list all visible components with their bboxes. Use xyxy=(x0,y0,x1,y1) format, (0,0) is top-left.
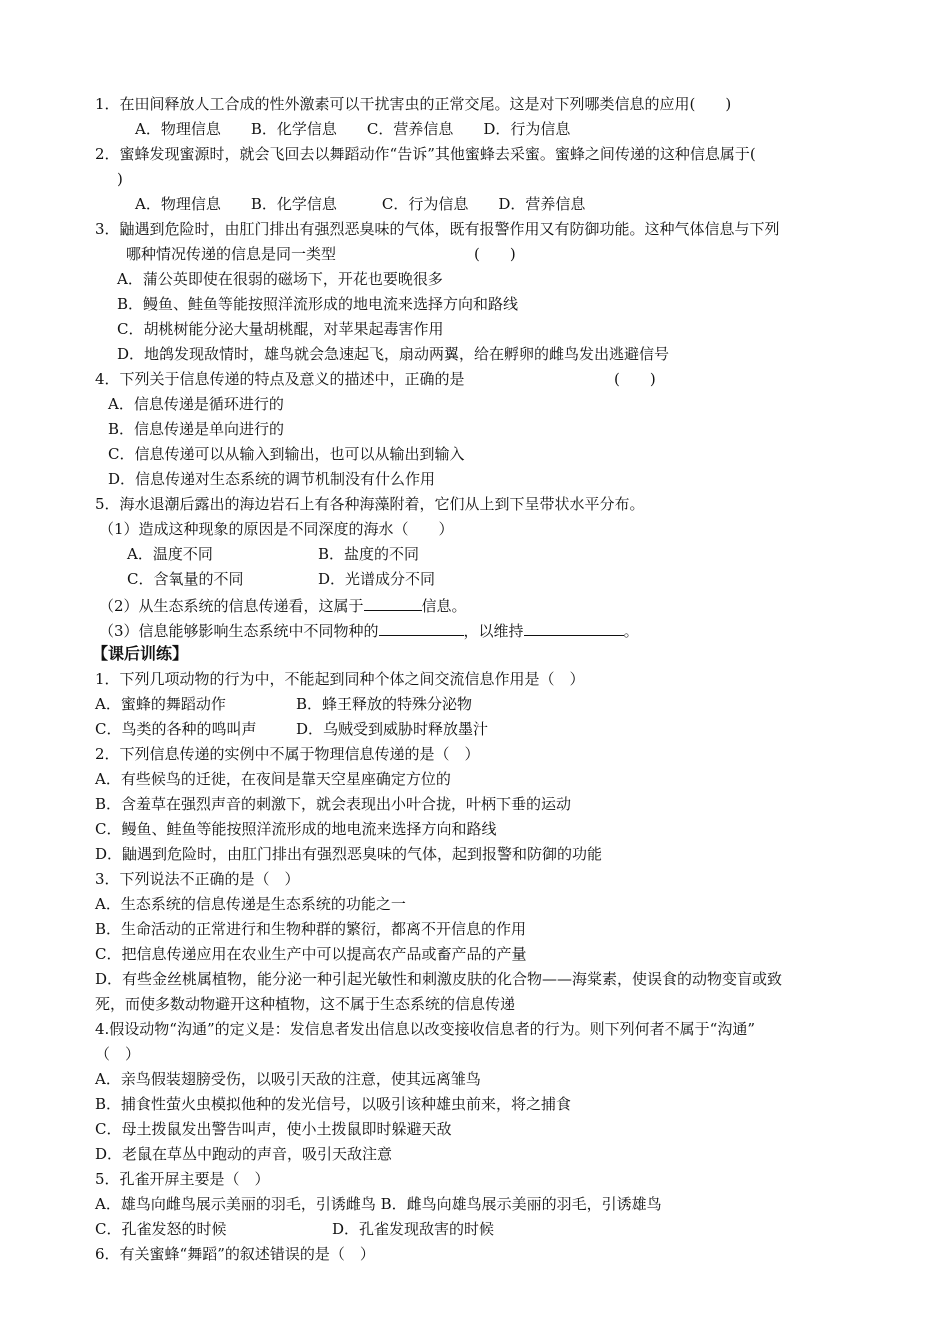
q5-stem: 5．海水退潮后露出的海边岩石上有各种海藻附着，它们从上到下呈带状水平分布。 xyxy=(95,495,645,513)
q5-sub3-mid: ，以维持 xyxy=(463,622,524,640)
q5-sub2-suffix: 信息。 xyxy=(421,597,467,615)
p2-q5-option-ab: A．雄鸟向雌鸟展示美丽的羽毛，引诱雌鸟 B．雌鸟向雄鸟展示美丽的羽毛，引诱雄鸟 xyxy=(95,1195,662,1213)
p2-q4-stem: 4.假设动物“沟通”的定义是：发信息者发出信息以改变接收信息者的行为。则下列何者不属于“沟通” xyxy=(95,1020,755,1038)
p2-q2-option-a: A．有些候鸟的迁徙，在夜间是靠天空星座确定方位的 xyxy=(95,770,451,788)
p2-q2-stem: 2．下列信息传递的实例中不属于物理信息传递的是（ ） xyxy=(95,745,480,763)
q3-option-b: B．鳗鱼、鲑鱼等能按照洋流形成的地电流来选择方向和路线 xyxy=(117,295,519,313)
q3-option-c: C．胡桃树能分泌大量胡桃醌，对苹果起毒害作用 xyxy=(117,320,444,338)
q3-stem: 3．鼬遇到危险时，由肛门排出有强烈恶臭味的气体，既有报警作用又有防御功能。这种气体信息与下列 xyxy=(95,220,780,238)
p2-q2-option-b: B．含羞草在强烈声音的刺激下，就会表现出小叶合拢，叶柄下垂的运动 xyxy=(95,795,572,813)
p2-q5-stem: 5．孔雀开屏主要是（ ） xyxy=(95,1170,270,1188)
p2-q1-option-d: D．乌贼受到威胁时释放墨汁 xyxy=(296,720,489,738)
q5-sub2-text: （2）从生态系统的信息传递看，这属于 xyxy=(99,597,364,615)
p2-q3-option-c: C．把信息传递应用在农业生产中可以提高农产品或畜产品的产量 xyxy=(95,945,527,963)
p2-q1-option-c: C．鸟类的各种的鸣叫声 xyxy=(95,720,257,738)
p2-q4-stem-cont: （ ） xyxy=(95,1045,141,1063)
q3-option-a: A．蒲公英即使在很弱的磁场下，开花也要晚很多 xyxy=(117,270,443,288)
p2-q1-stem: 1．下列几项动物的行为中，不能起到同种个体之间交流信息作用是（ ） xyxy=(95,670,585,688)
q2-options: A．物理信息 B．化学信息 C．行为信息 D．营养信息 xyxy=(135,195,586,213)
p2-q6-stem: 6．有关蜜蜂“舞蹈”的叙述错误的是（ ） xyxy=(95,1245,375,1263)
q4-stem: 4．下列关于信息传递的特点及意义的描述中，正确的是 xyxy=(95,370,465,388)
q5-sub3-text: （3）信息能够影响生态系统中不同物种的 xyxy=(99,622,379,640)
q5-sub1: （1）造成这种现象的原因是不同深度的海水（ ） xyxy=(99,520,454,538)
p2-q1-option-a: A．蜜蜂的舞蹈动作 xyxy=(95,695,226,713)
p2-q4-option-a: A．亲鸟假装翅膀受伤，以吸引天敌的注意，使其远离雏鸟 xyxy=(95,1070,481,1088)
section-title: 【课后训练】 xyxy=(92,644,189,663)
p2-q3-stem: 3．下列说法不正确的是（ ） xyxy=(95,870,300,888)
p2-q1-option-b: B．蜂王释放的特殊分泌物 xyxy=(296,695,473,713)
p2-q4-option-b: B．捕食性萤火虫模拟他种的发光信号，以吸引该种雄虫前来，将之捕食 xyxy=(95,1095,572,1113)
q3-answer-paren: ( ) xyxy=(474,245,516,263)
p2-q3-option-b: B．生命活动的正常进行和生物种群的繁衍，都离不开信息的作用 xyxy=(95,920,527,938)
q1-options: A．物理信息 B．化学信息 C．营养信息 D．行为信息 xyxy=(135,120,571,138)
q4-option-b: B．信息传递是单向进行的 xyxy=(108,420,285,438)
q2-stem-cont: ) xyxy=(117,170,123,188)
q5-sub3-blank-1[interactable] xyxy=(379,619,464,636)
q5-sub3-blank-2[interactable] xyxy=(524,619,624,636)
p2-q5-option-d: D．孔雀发现敌害的时候 xyxy=(332,1220,495,1238)
q4-answer-paren: ( ) xyxy=(614,370,656,388)
p2-q2-option-c: C．鳗鱼、鲑鱼等能按照洋流形成的地电流来选择方向和路线 xyxy=(95,820,497,838)
q3-stem-cont: 哪种情况传递的信息是同一类型 xyxy=(126,245,337,263)
q4-option-d: D．信息传递对生态系统的调节机制没有什么作用 xyxy=(108,470,436,488)
p2-q3-option-a: A．生态系统的信息传递是生态系统的功能之一 xyxy=(95,895,406,913)
p2-q2-option-d: D．鼬遇到危险时，由肛门排出有强烈恶臭味的气体，起到报警和防御的功能 xyxy=(95,845,603,863)
p2-q3-option-d-cont: 死，而使多数动物避开这种植物，这不属于生态系统的信息传递 xyxy=(95,995,516,1013)
q3-option-d: D．地鸽发现敌情时，雄鸟就会急速起飞，扇动两翼，给在孵卵的雌鸟发出逃避信号 xyxy=(117,345,670,363)
p2-q4-option-d: D．老鼠在草丛中跑动的声音，吸引天敌注意 xyxy=(95,1145,393,1163)
q5-sub1-option-b: B．盐度的不同 xyxy=(318,545,420,563)
q5-sub2-blank[interactable] xyxy=(364,594,422,611)
p2-q4-option-c: C．母土拨鼠发出警告叫声，使小土拨鼠即时躲避天敌 xyxy=(95,1120,452,1138)
q4-option-c: C．信息传递可以从输入到输出，也可以从输出到输入 xyxy=(108,445,465,463)
q5-sub3-suffix: 。 xyxy=(623,622,639,640)
p2-q5-option-c: C．孔雀发怒的时候 xyxy=(95,1220,227,1238)
p2-q3-option-d: D．有些金丝桃属植物，能分泌一种引起光敏性和刺激皮肤的化合物——海棠素，使误食的动物变盲或致 xyxy=(95,970,783,988)
q5-sub1-option-d: D．光谱成分不同 xyxy=(318,570,436,588)
q5-sub2 xyxy=(99,594,467,614)
q4-option-a: A．信息传递是循环进行的 xyxy=(108,395,284,413)
q5-sub1-option-a: A．温度不同 xyxy=(127,545,213,563)
q2-stem: 2．蜜蜂发现蜜源时，就会飞回去以舞蹈动作“告诉”其他蜜蜂去采蜜。蜜蜂之间传递的这种信息属于( xyxy=(95,145,756,163)
q5-sub1-option-c: C．含氧量的不同 xyxy=(127,570,244,588)
q1-stem: 1．在田间释放人工合成的性外激素可以干扰害虫的正常交尾。这是对下列哪类信息的应用( ) xyxy=(95,95,732,113)
q5-sub3 xyxy=(99,619,639,639)
